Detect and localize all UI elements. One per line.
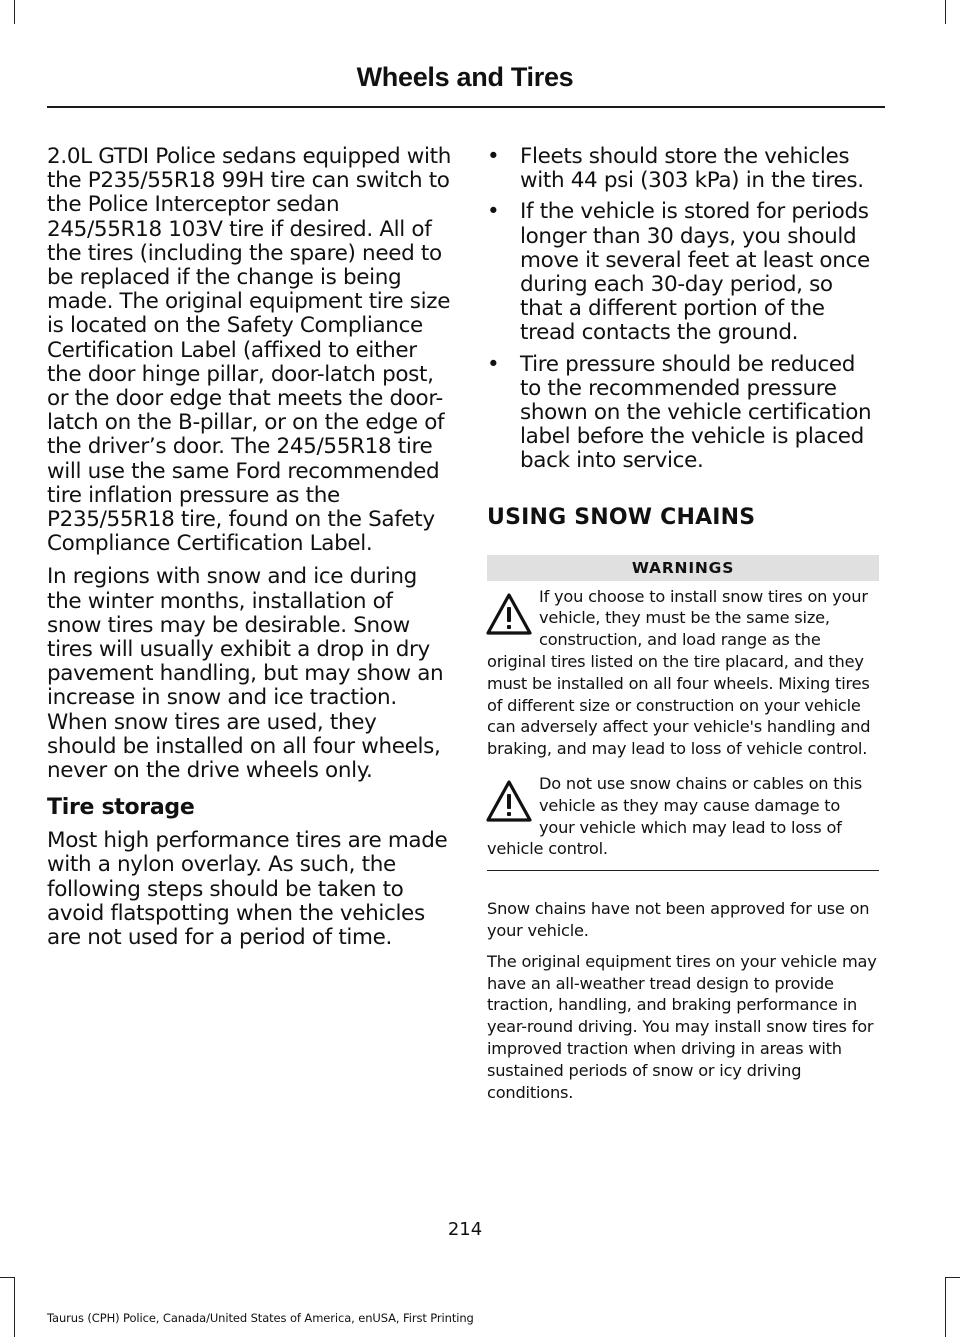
right-column — [487, 145, 879, 1112]
warning-triangle-icon — [485, 779, 533, 824]
bullet-glyph: • — [487, 144, 500, 169]
left-column — [47, 145, 452, 959]
crop-mark-bottom-right-h — [945, 1277, 960, 1278]
page-number: 214 — [447, 1219, 483, 1240]
list-item — [487, 353, 879, 474]
crop-mark-top-right — [945, 0, 946, 24]
paragraph-tire-storage: Most high performance tires are made with a nylon overlay. As such, the following steps should be taken to avoid flatspotting when the vehicles are not used for a period of time. — [47, 828, 448, 951]
paragraph-snow-chains: Snow chains have not been approved for use on your vehicle. — [487, 899, 870, 940]
paragraph-tire-size: 2.0L GTDI Police sedans equipped with the P235/55R18 99H tire can switch to the Police Interceptor sedan 245/55R18 103V tire if desired. All of the tires (including the spare) need to be replaced if the change is being made. The original equipment tire size is located on the Safety Compliance Certification Label (affixed to either the door hinge pillar, door-latch post, or the door edge that meets the door-latch on the B-pillar, or on the edge of the driver’s door. The 245/55R18 tire will use the same Ford recommended tire inflation pressure as the P235/55R18 tire, found on the Safety Compliance Certification Label. — [47, 144, 452, 557]
crop-mark-bottom-left — [14, 1277, 15, 1337]
list-item-text: Tire pressure should be reduced to the recommended pressure shown on the vehicle certification label before the vehicle is placed back into service. — [520, 351, 872, 474]
crop-mark-top-left — [14, 0, 15, 24]
footer-text: Taurus (CPH) Police, Canada/United States of America, enUSA, First Printing — [47, 1311, 474, 1325]
crop-mark-bottom-left-h — [0, 1277, 14, 1278]
warning-item — [487, 586, 879, 760]
list-item-text: If the vehicle is stored for periods longer than 30 days, you should move it several feet at least once during each 30-day period, so that a different portion of the tread contacts the ground. — [520, 199, 870, 346]
storage-bullet-list — [487, 145, 879, 474]
warning-text: Do not use snow chains or cables on this vehicle as they may cause damage to your vehicle which may lead to loss of vehicle control. — [487, 774, 863, 859]
warnings-box — [487, 555, 879, 872]
list-item — [487, 145, 879, 193]
paragraph-snow-tires: In regions with snow and ice during the winter months, installation of snow tires may be desirable. Snow tires will usually exhibit a drop in dry pavement handling, but may show an increase in snow and ice traction. When snow tires are used, they should be installed on all four wheels, never on the drive wheels only. — [47, 564, 444, 784]
warnings-header: WARNINGS — [487, 555, 879, 581]
bullet-glyph: • — [487, 351, 500, 377]
page-title: Wheels and Tires — [356, 62, 574, 92]
header-divider — [47, 106, 885, 108]
bullet-glyph: • — [487, 199, 500, 225]
list-item — [487, 200, 879, 345]
warning-text: If you choose to install snow tires on your vehicle, they must be the same size, construction, and load range as the original tires listed on the tire placard, and they must be installed on all four wheels. Mixing tires of different size or construction on your vehicle can adversely affect your vehicle's handling and braking, and may lead to loss of vehicle control. — [487, 586, 871, 759]
list-item-text: Fleets should store the vehicles with 44 psi (303 kPa) in the tires. — [520, 144, 864, 194]
paragraph-all-weather: The original equipment tires on your vehicle may have an all-weather tread design to provide traction, handling, and braking performance in year-round driving. You may install snow tires for improved traction when driving in areas with sustained periods of snow or icy driving conditions. — [487, 951, 877, 1102]
section-heading-snow-chains: USING SNOW CHAINS — [487, 504, 756, 530]
warning-item — [487, 773, 879, 860]
crop-mark-bottom-right — [945, 1277, 946, 1337]
warning-triangle-icon — [485, 592, 533, 637]
subheading-tire-storage: Tire storage — [47, 795, 195, 821]
